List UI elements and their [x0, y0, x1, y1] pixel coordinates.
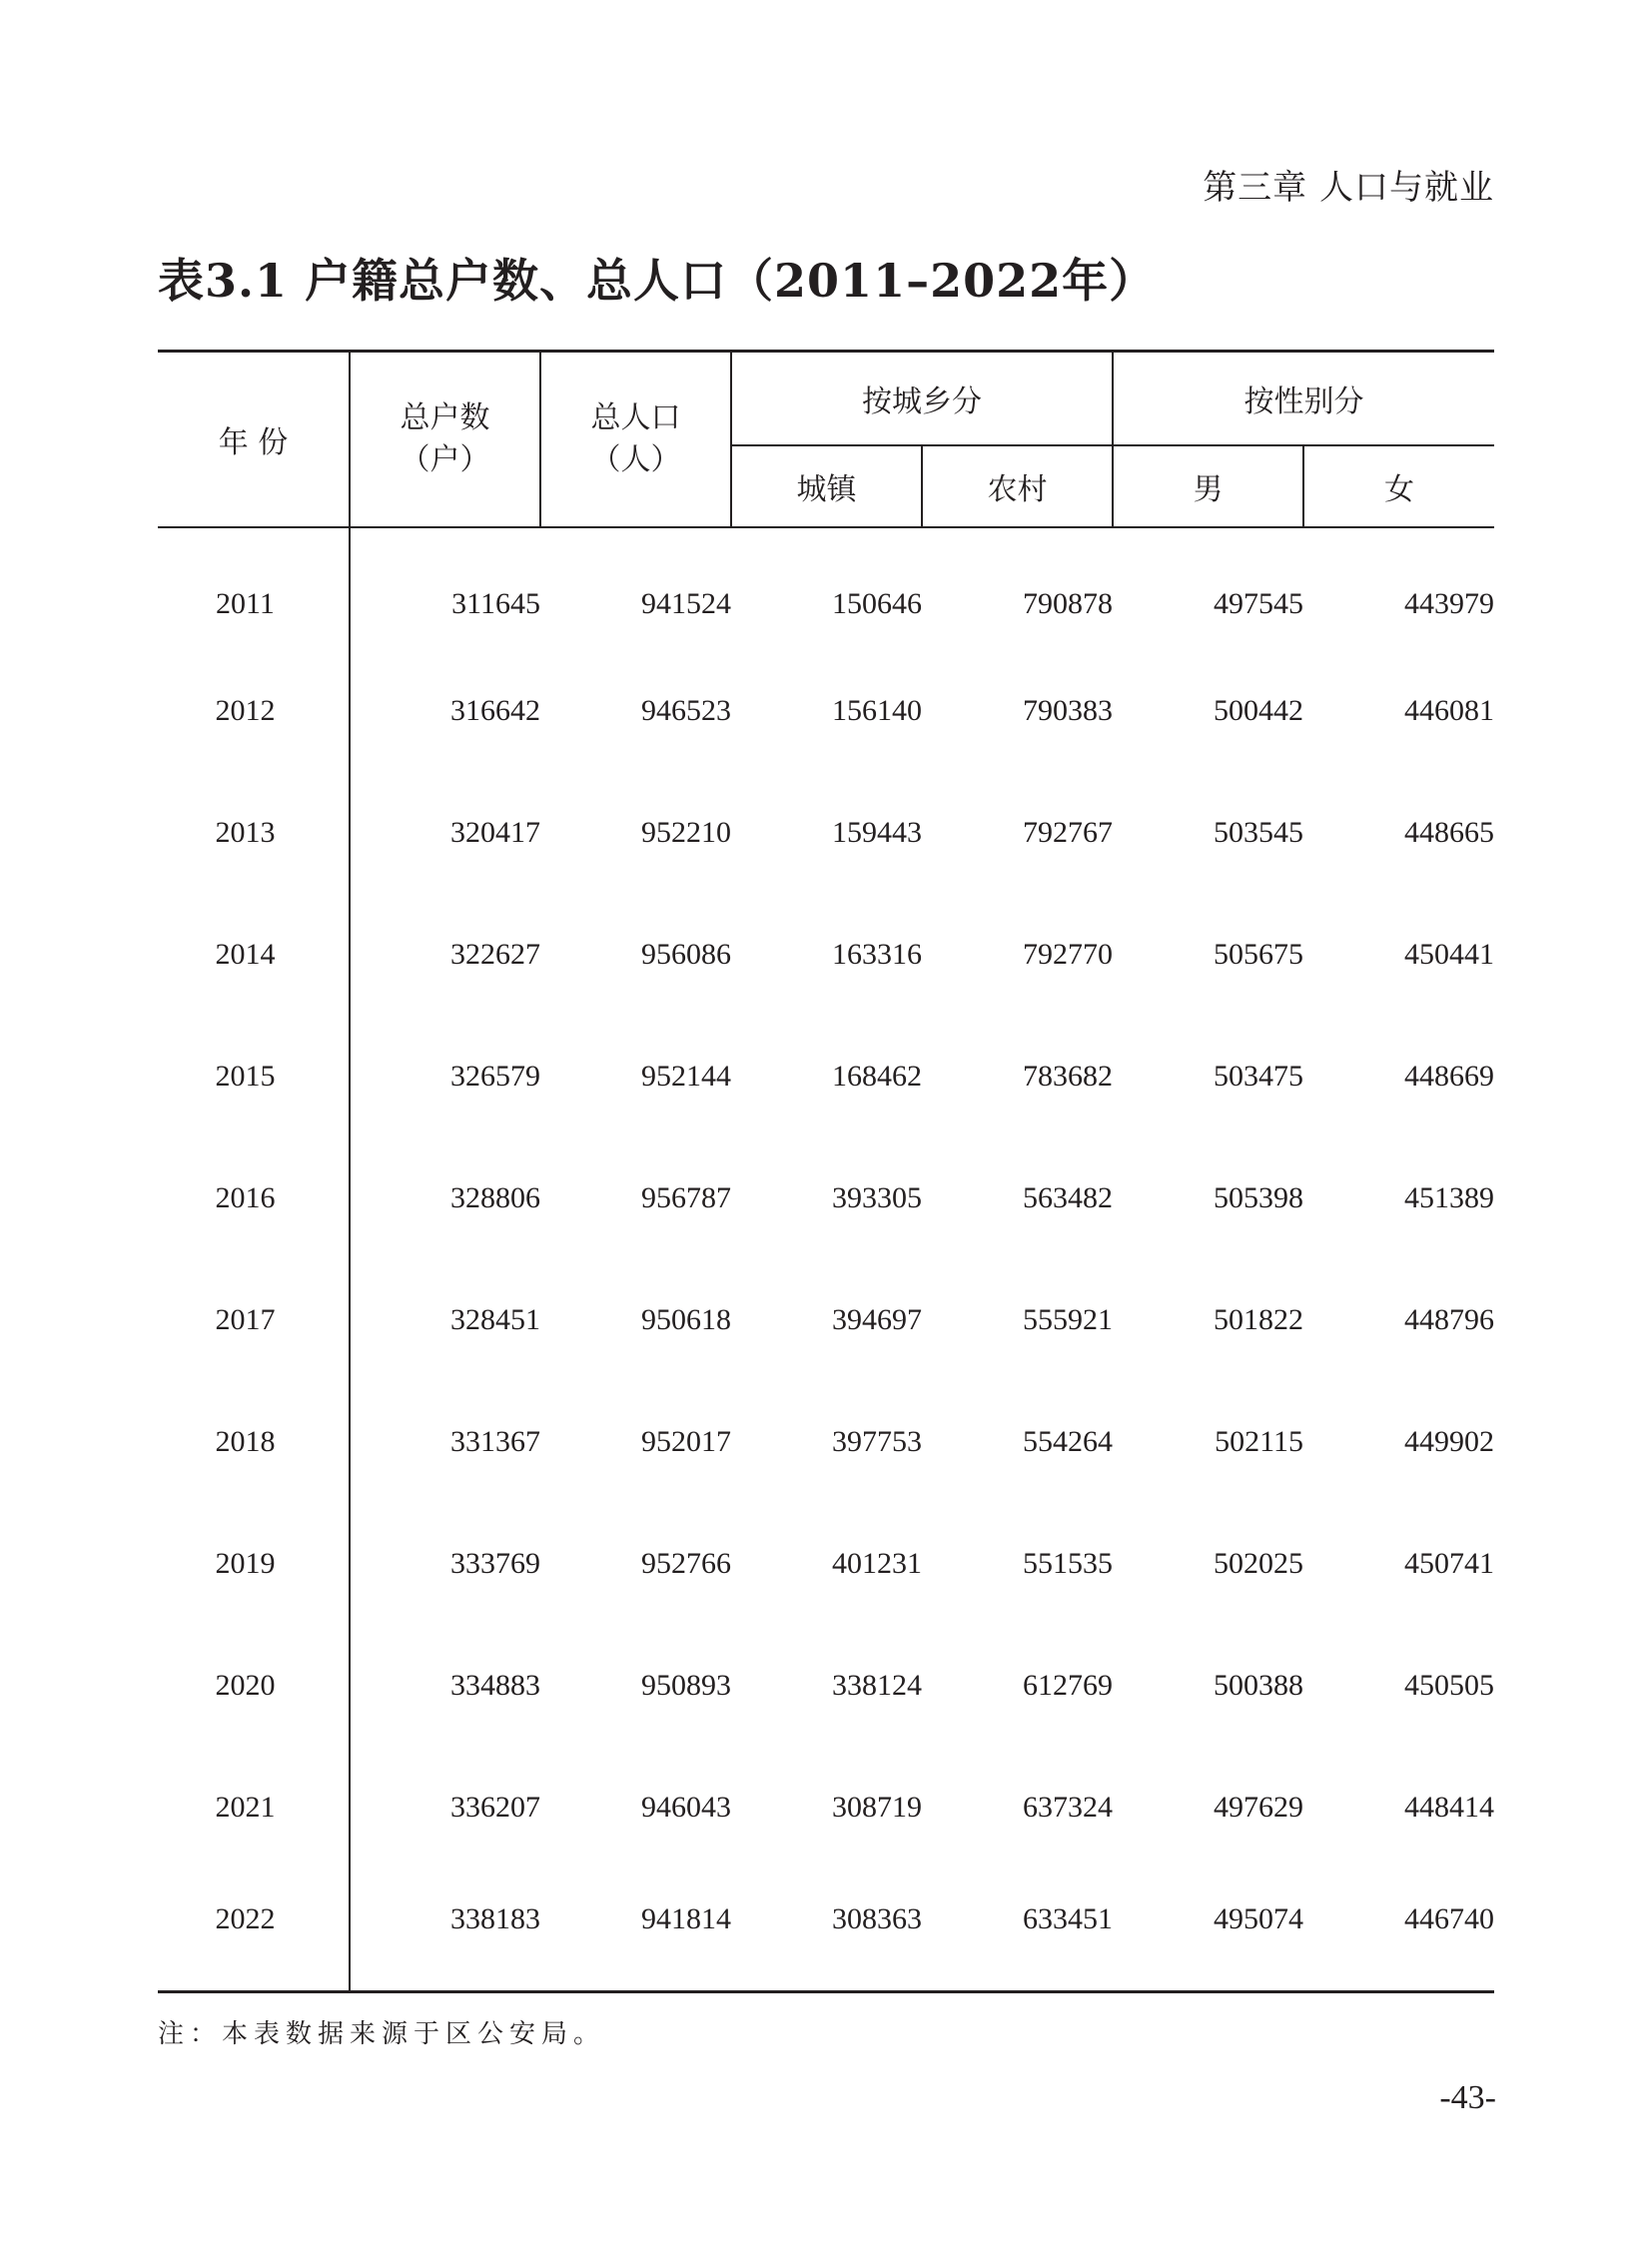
cell-households: 328806 — [450, 1181, 540, 1214]
cell-rural: 790878 — [1023, 587, 1113, 620]
cell-urban: 308363 — [731, 1868, 922, 1992]
cell-rural: 551535 — [1023, 1547, 1113, 1580]
header-population-label: 总人口 — [590, 400, 681, 435]
cell-urban: 308719 — [832, 1791, 922, 1824]
cell-year: 2014 — [158, 894, 350, 1016]
cell-male: 500388 — [1214, 1669, 1303, 1702]
cell-households: 333769 — [450, 1547, 540, 1580]
cell-year: 2018 — [158, 1381, 350, 1503]
header-households — [350, 352, 540, 528]
table-row — [158, 1747, 1494, 1868]
cell-urban: 393305 — [832, 1181, 922, 1214]
cell-rural: 633451 — [922, 1868, 1113, 1992]
cell-year: 2022 — [158, 1868, 350, 1992]
cell-female: 450441 — [1404, 938, 1494, 971]
cell-households: 311645 — [451, 587, 540, 620]
cell-male: 505675 — [1214, 938, 1303, 971]
cell-male: 495074 — [1113, 1868, 1303, 1992]
cell-year: 2013 — [158, 772, 350, 894]
cell-urban: 338124 — [832, 1669, 922, 1702]
cell-male: 500442 — [1214, 694, 1303, 727]
data-table-container — [158, 350, 1494, 1993]
cell-year: 2011 — [158, 527, 350, 650]
cell-year: 2015 — [158, 1016, 350, 1137]
page-number: -43- — [1439, 2079, 1496, 2116]
header-households-unit: （户） — [400, 442, 490, 477]
cell-population: 941524 — [641, 587, 731, 620]
table-row — [158, 1503, 1494, 1625]
cell-rural: 792770 — [1023, 938, 1113, 971]
cell-population: 950893 — [641, 1669, 731, 1702]
cell-urban: 401231 — [832, 1547, 922, 1580]
cell-households: 322627 — [450, 938, 540, 971]
table-row — [158, 1016, 1494, 1137]
cell-male: 497545 — [1214, 587, 1303, 620]
cell-households: 326579 — [450, 1060, 540, 1093]
cell-rural: 783682 — [1023, 1060, 1113, 1093]
cell-male: 501822 — [1214, 1303, 1303, 1336]
cell-rural: 790383 — [1023, 694, 1113, 727]
cell-rural: 554264 — [1023, 1425, 1113, 1458]
header-urban: 城镇 — [731, 445, 922, 527]
header-rural: 农村 — [922, 445, 1113, 527]
cell-female: 448414 — [1404, 1791, 1494, 1824]
cell-female: 449902 — [1404, 1425, 1494, 1458]
table-row — [158, 1259, 1494, 1381]
cell-rural: 555921 — [1023, 1303, 1113, 1336]
table-note: 注：本表数据来源于区公安局。 — [158, 2019, 606, 2049]
header-population-unit: （人） — [590, 442, 681, 477]
table-row — [158, 1381, 1494, 1503]
cell-female: 443979 — [1404, 587, 1494, 620]
cell-year: 2012 — [158, 650, 350, 772]
cell-male: 502115 — [1215, 1425, 1303, 1458]
cell-male: 503545 — [1214, 816, 1303, 849]
cell-population: 952144 — [641, 1060, 731, 1093]
header-households-label: 总户数 — [400, 400, 490, 435]
cell-female: 450505 — [1404, 1669, 1494, 1702]
cell-rural: 792767 — [1023, 816, 1113, 849]
cell-rural: 637324 — [1023, 1791, 1113, 1824]
cell-female: 448796 — [1404, 1303, 1494, 1336]
cell-year: 2021 — [158, 1747, 350, 1868]
cell-households: 334883 — [450, 1669, 540, 1702]
cell-urban: 150646 — [832, 587, 922, 620]
cell-population: 946523 — [641, 694, 731, 727]
population-table — [158, 350, 1494, 1993]
header-year: 年 份 — [158, 352, 350, 528]
cell-population: 956086 — [641, 938, 731, 971]
table-body — [158, 527, 1494, 1992]
cell-rural: 612769 — [1023, 1669, 1113, 1702]
cell-urban: 159443 — [832, 816, 922, 849]
table-title: 表3.1 户籍总户数、总人口（2011–2022年） — [158, 254, 1157, 308]
cell-male: 502025 — [1214, 1547, 1303, 1580]
cell-households: 316642 — [450, 694, 540, 727]
cell-population: 952017 — [641, 1425, 731, 1458]
cell-female: 448669 — [1404, 1060, 1494, 1093]
header-female: 女 — [1303, 445, 1494, 527]
table-header — [158, 352, 1494, 528]
cell-households: 328451 — [450, 1303, 540, 1336]
header-population — [540, 352, 731, 528]
cell-urban: 156140 — [832, 694, 922, 727]
cell-urban: 168462 — [832, 1060, 922, 1093]
cell-female: 450741 — [1404, 1547, 1494, 1580]
cell-population: 952210 — [641, 816, 731, 849]
cell-population: 941814 — [540, 1868, 731, 1992]
cell-male: 497629 — [1214, 1791, 1303, 1824]
cell-households: 320417 — [450, 816, 540, 849]
table-row — [158, 772, 1494, 894]
cell-urban: 163316 — [832, 938, 922, 971]
table-row — [158, 1625, 1494, 1747]
table-row — [158, 894, 1494, 1016]
table-row — [158, 650, 1494, 772]
cell-population: 956787 — [641, 1181, 731, 1214]
chapter-header: 第三章 人口与就业 — [1203, 168, 1494, 208]
cell-male: 503475 — [1214, 1060, 1303, 1093]
cell-households: 331367 — [450, 1425, 540, 1458]
cell-year: 2016 — [158, 1137, 350, 1259]
cell-population: 946043 — [641, 1791, 731, 1824]
cell-year: 2017 — [158, 1259, 350, 1381]
cell-year: 2020 — [158, 1625, 350, 1747]
cell-households: 336207 — [450, 1791, 540, 1824]
cell-urban: 394697 — [832, 1303, 922, 1336]
cell-female: 448665 — [1404, 816, 1494, 849]
header-male: 男 — [1113, 445, 1303, 527]
cell-female: 446081 — [1404, 694, 1494, 727]
cell-population: 950618 — [641, 1303, 731, 1336]
header-by-urban-rural: 按城乡分 — [731, 352, 1113, 446]
cell-population: 952766 — [641, 1547, 731, 1580]
cell-year: 2019 — [158, 1503, 350, 1625]
table-row — [158, 1137, 1494, 1259]
cell-households: 338183 — [350, 1868, 540, 1992]
table-row — [158, 527, 1494, 650]
cell-male: 505398 — [1214, 1181, 1303, 1214]
cell-female: 451389 — [1404, 1181, 1494, 1214]
cell-female: 446740 — [1303, 1868, 1494, 1992]
cell-rural: 563482 — [1023, 1181, 1113, 1214]
table-row — [158, 1868, 1494, 1992]
cell-urban: 397753 — [832, 1425, 922, 1458]
header-by-gender: 按性别分 — [1113, 352, 1494, 446]
